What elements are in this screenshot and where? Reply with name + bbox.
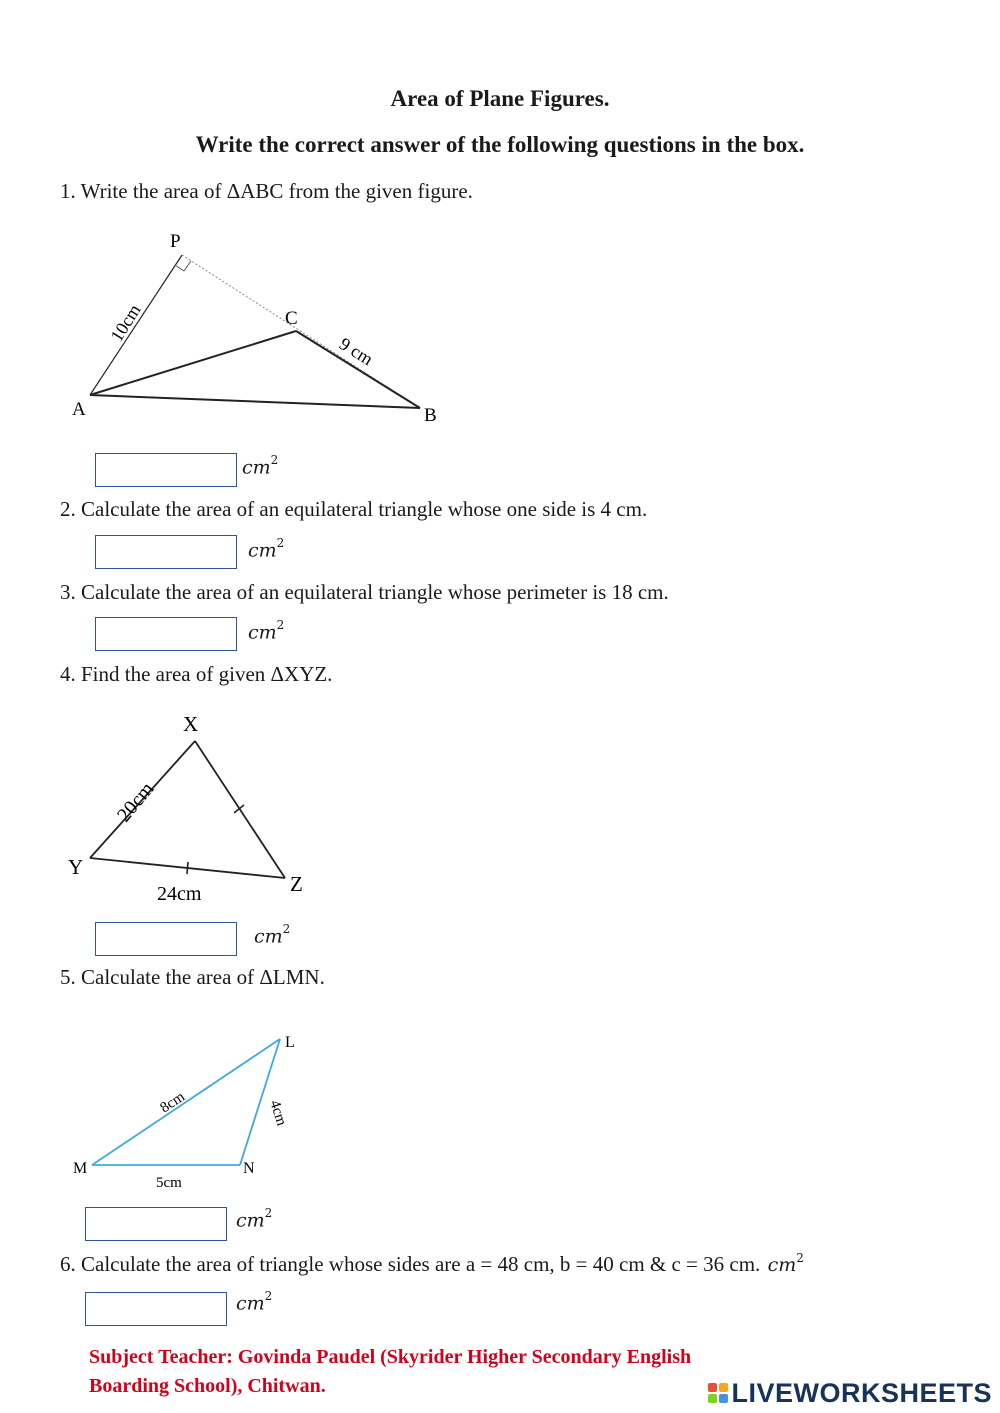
unit-label-2: $cm^2$ xyxy=(248,536,285,562)
unit-label-3: $cm^2$ xyxy=(248,618,285,644)
answer-box-6[interactable] xyxy=(85,1292,227,1326)
brand-name: LIVEWORKSHEETS xyxy=(731,1377,992,1408)
unit-label-4: $cm^2$ xyxy=(254,922,291,948)
figure-triangle-abc xyxy=(60,225,460,430)
label-a: A xyxy=(72,399,86,420)
label-n: N xyxy=(243,1160,255,1177)
answer-box-3[interactable] xyxy=(95,617,237,651)
figure-triangle-xyz xyxy=(60,705,320,915)
label-z: Z xyxy=(290,872,303,896)
label-c: C xyxy=(285,308,298,329)
question-6-text: 6. Calculate the area of triangle whose sides are a = 48 cm, b = 40 cm & c = 36 cm. $cm^2$ xyxy=(60,1250,804,1276)
unit-label-1: $cm^2$ xyxy=(242,453,279,479)
answer-box-4[interactable] xyxy=(95,922,237,956)
page-title: Area of Plane Figures. xyxy=(390,86,610,111)
unit-label-6-inline: $cm^2$ xyxy=(767,1250,804,1276)
liveworksheets-logo-icon xyxy=(708,1383,728,1403)
answer-box-2[interactable] xyxy=(95,535,237,569)
label-yz-length: 24cm xyxy=(157,883,202,905)
label-cb-length: 9 cm xyxy=(335,333,377,370)
answer-box-1[interactable] xyxy=(95,453,237,487)
instruction: Write the correct answer of the following questions in the box. xyxy=(195,132,805,157)
label-xy-length: 20cm xyxy=(112,778,159,827)
question-3-text: 3. Calculate the area of an equilateral triangle whose perimeter is 18 cm. xyxy=(60,580,669,604)
label-x: X xyxy=(183,712,199,736)
label-ml-length: 8cm xyxy=(157,1088,188,1117)
liveworksheets-logo[interactable] xyxy=(708,1376,992,1410)
answer-box-5[interactable] xyxy=(85,1207,227,1241)
question-2-text: 2. Calculate the area of an equilateral triangle whose one side is 4 cm. xyxy=(60,497,648,521)
unit-label-5: $cm^2$ xyxy=(236,1206,273,1232)
label-p: P xyxy=(170,231,181,252)
question-1-text: 1. Write the area of ΔABC from the given figure. xyxy=(60,179,473,203)
question-4-text: 4. Find the area of given ΔXYZ. xyxy=(60,662,333,686)
label-nl-length: 4cm xyxy=(266,1098,290,1128)
label-m: M xyxy=(73,1160,88,1177)
teacher-line-1: Subject Teacher: Govinda Paudel (Skyrider Higher Secondary English xyxy=(89,1346,692,1368)
label-ap-length: 10cm xyxy=(106,300,145,346)
teacher-line-2: Boarding School), Chitwan. xyxy=(89,1375,326,1397)
figure-triangle-lmn xyxy=(60,1025,320,1195)
label-mn-length: 5cm xyxy=(156,1175,182,1191)
label-b: B xyxy=(424,405,437,426)
label-y: Y xyxy=(68,855,84,879)
label-l: L xyxy=(285,1034,295,1051)
unit-label-6: $cm^2$ xyxy=(236,1289,273,1315)
question-5-text: 5. Calculate the area of ΔLMN. xyxy=(60,965,325,989)
